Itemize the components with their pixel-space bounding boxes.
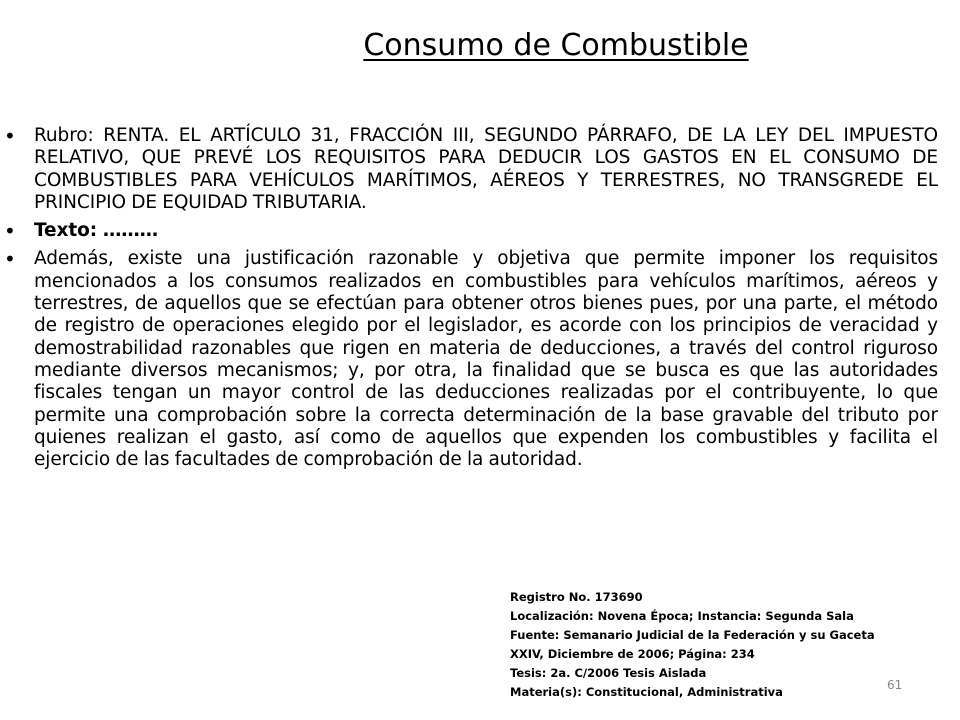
bullet-list [4, 124, 938, 477]
bullet-item-body [4, 247, 938, 471]
bullet-icon: • [4, 219, 16, 244]
reference-line-fuente: Fuente: Semanario Judicial de la Federación y su Gaceta [510, 628, 875, 642]
bullet-text-texto: Texto: ……… [34, 220, 159, 242]
reference-line-localizacion: Localización: Novena Época; Instancia: Segunda Sala [510, 609, 854, 623]
reference-line-materia: Materia(s): Constitucional, Administrativa [510, 685, 783, 699]
reference-block [510, 588, 950, 702]
bullet-icon: • [4, 247, 16, 272]
bullet-icon: • [4, 124, 16, 148]
reference-line-registro: Registro No. 173690 [510, 590, 643, 604]
bullet-item-texto [4, 219, 938, 244]
bullet-item-rubro [4, 124, 938, 214]
slide-title: Consumo de Combustible [363, 28, 749, 63]
bullet-text-body: Además, existe una justificación razonable y objetiva que permite imponer los requisitos mencionados a los consumos realizados en combustibles para vehículos marítimos, aéreos y terrestres, de aquellos que se efectúan para obtener otros bienes pues, por una parte, el método de registro de operaciones elegido por el legislador, es acorde con los principios de veracidad y demostrabilidad razonables que rigen en materia de deducciones, a través del control riguroso mediante diversos mecanismos; y, por otra, la finalidad que se busca es que las autoridades fiscales tengan un mayor control de las deducciones realizadas por el contribuyente, lo que permite una comprobación sobre la correcta determinación de la base gravable del tributo por quienes realizan el gasto, así como de aquellos que expenden los combustibles y facilita el ejercicio de las facultades de comprobación de la autoridad. [34, 248, 938, 471]
reference-line-volumen: XXIV, Diciembre de 2006; Página: 234 [510, 647, 755, 661]
bullet-text-rubro: Rubro: RENTA. EL ARTÍCULO 31, FRACCIÓN III, SEGUNDO PÁRRAFO, DE LA LEY DEL IMPUESTO RELATIVO, QUE PREVÉ LOS REQUISITOS PARA DEDUCIR LOS GASTOS EN EL CONSUMO DE COMBUSTIBLES PARA VEHÍCULOS MARÍTIMOS, AÉREOS Y TERRESTRES, NO TRANSGREDE EL PRINCIPIO DE EQUIDAD TRIBUTARIA. [34, 125, 938, 213]
page-number: 61 [887, 678, 903, 692]
reference-line-tesis: Tesis: 2a. C/2006 Tesis Aislada [510, 666, 707, 680]
